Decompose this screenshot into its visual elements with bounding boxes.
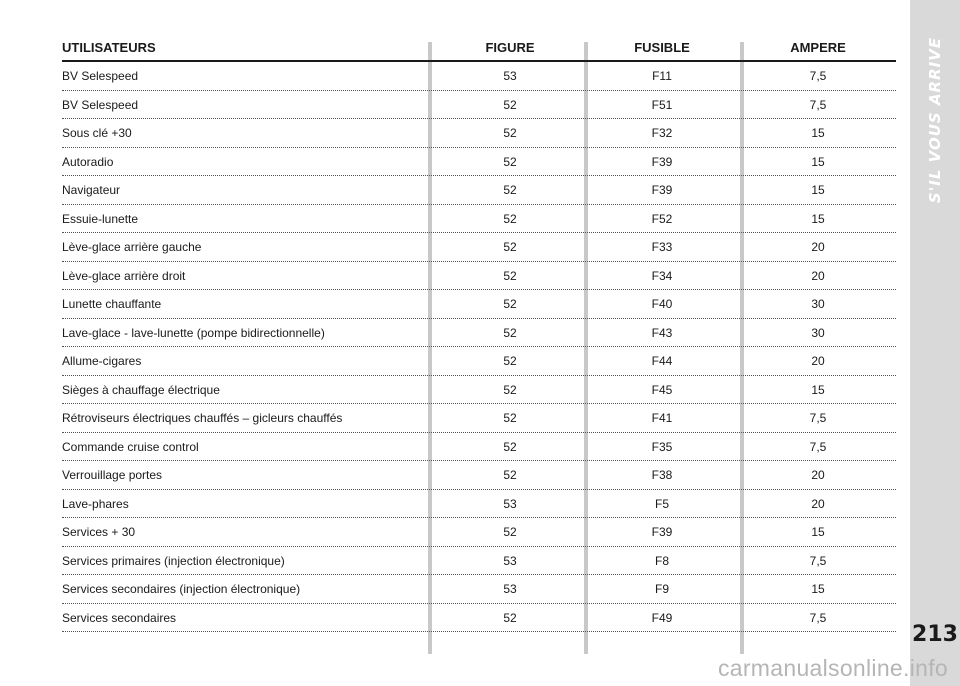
ampere-cell: 7,5 <box>809 439 827 454</box>
fuse-cell: F34 <box>651 268 673 283</box>
user-cell: Sièges à chauffage électrique <box>62 382 220 397</box>
figure-cell: 52 <box>503 97 517 112</box>
ampere-cell: 15 <box>811 126 825 140</box>
user-cell: Rétroviseurs électriques chauffés – gicleurs chauffés <box>62 411 343 425</box>
user-cell: BV Selespeed <box>62 97 139 112</box>
ampere-cell: 7,5 <box>809 97 827 112</box>
ampere-cell: 7,5 <box>809 610 827 625</box>
user-cell: Services primaires (injection électronique) <box>62 553 285 568</box>
figure-cell: 53 <box>503 582 517 596</box>
figure-cell: 52 <box>503 439 517 454</box>
ampere-cell: 20 <box>811 354 825 368</box>
user-cell: Services + 30 <box>62 525 136 539</box>
figure-cell: 52 <box>503 610 517 625</box>
table-row <box>62 119 896 148</box>
figure-cell: 52 <box>503 468 517 482</box>
ampere-cell: 7,5 <box>809 69 827 83</box>
ampere-cell: 7,5 <box>809 411 827 425</box>
header-fuse: FUSIBLE <box>634 40 690 55</box>
fuse-cell: F40 <box>651 297 673 311</box>
user-cell: Lève-glace arrière gauche <box>62 240 202 254</box>
table-row <box>62 62 896 91</box>
table-row <box>62 91 896 120</box>
table-row <box>62 604 896 633</box>
figure-cell: 52 <box>503 240 517 254</box>
figure-cell: 53 <box>503 496 517 511</box>
user-cell: Services secondaires (injection électronique) <box>62 582 301 596</box>
table-row <box>62 433 896 462</box>
fuse-cell: F38 <box>651 468 673 482</box>
figure-cell: 52 <box>503 382 517 397</box>
table-header <box>62 36 896 62</box>
ampere-cell: 20 <box>811 496 825 511</box>
user-cell: Lave-glace - lave-lunette (pompe bidirectionnelle) <box>62 325 325 340</box>
figure-cell: 52 <box>503 268 517 283</box>
ampere-cell: 20 <box>811 240 825 254</box>
fuse-cell: F35 <box>651 439 673 454</box>
table-row <box>62 404 896 433</box>
user-cell: Commande cruise control <box>62 439 199 454</box>
figure-cell: 52 <box>503 525 517 539</box>
fuse-cell: F39 <box>651 525 673 539</box>
fuse-cell: F33 <box>651 240 673 254</box>
table-row <box>62 176 896 205</box>
figure-cell: 52 <box>503 154 517 169</box>
table-row <box>62 490 896 519</box>
table-row <box>62 205 896 234</box>
figure-cell: 53 <box>503 553 517 568</box>
user-cell: Verrouillage portes <box>62 468 163 482</box>
table-row <box>62 347 896 376</box>
user-cell: Lève-glace arrière droit <box>62 268 186 283</box>
page-number: 213 <box>912 622 958 647</box>
figure-cell: 52 <box>503 183 517 197</box>
figure-cell: 53 <box>503 69 517 83</box>
watermark: carmanualsonline.info <box>717 655 948 681</box>
user-cell: Essuie-lunette <box>62 211 139 226</box>
fuse-cell: F5 <box>654 496 669 511</box>
user-cell: Navigateur <box>62 183 121 197</box>
figure-cell: 52 <box>503 297 517 311</box>
user-cell: Lave-phares <box>62 496 129 511</box>
user-cell: Autoradio <box>62 154 114 169</box>
table-row <box>62 461 896 490</box>
header-users: UTILISATEURS <box>62 40 156 55</box>
figure-cell: 52 <box>503 211 517 226</box>
table-row <box>62 575 896 604</box>
fuse-cell: F9 <box>654 582 669 596</box>
ampere-cell: 30 <box>811 325 825 340</box>
fuse-cell: F39 <box>651 154 673 169</box>
fuse-cell: F49 <box>651 610 673 625</box>
fuse-cell: F45 <box>651 382 673 397</box>
user-cell: Services secondaires <box>62 610 177 625</box>
ampere-cell: 7,5 <box>809 553 827 568</box>
ampere-cell: 30 <box>811 297 825 311</box>
user-cell: BV Selespeed <box>62 69 139 83</box>
fuse-cell: F52 <box>651 211 673 226</box>
header-figure: FIGURE <box>485 40 535 55</box>
ampere-cell: 15 <box>811 582 825 596</box>
table-row <box>62 319 896 348</box>
table-row <box>62 547 896 576</box>
fuse-cell: F32 <box>651 126 673 140</box>
ampere-cell: 20 <box>811 468 825 482</box>
table-row <box>62 233 896 262</box>
fuse-cell: F51 <box>651 97 673 112</box>
fuse-cell: F41 <box>651 411 673 425</box>
table-row <box>62 148 896 177</box>
table-row <box>62 518 896 547</box>
fuse-cell: F11 <box>652 69 672 83</box>
table-row <box>62 290 896 319</box>
fuse-cell: F44 <box>651 354 673 368</box>
fuse-cell: F39 <box>651 183 673 197</box>
user-cell: Allume-cigares <box>62 354 142 368</box>
table-row <box>62 262 896 291</box>
user-cell: Sous clé +30 <box>62 126 132 140</box>
ampere-cell: 20 <box>811 268 825 283</box>
section-title-text: S'IL VOUS ARRIVE <box>926 36 944 204</box>
figure-cell: 52 <box>503 411 517 425</box>
ampere-cell: 15 <box>811 382 825 397</box>
header-ampere: AMPERE <box>790 40 846 55</box>
figure-cell: 52 <box>503 126 517 140</box>
table-row <box>62 376 896 405</box>
figure-cell: 52 <box>503 325 517 340</box>
fuse-cell: F43 <box>651 325 673 340</box>
table-body <box>62 62 896 632</box>
section-title <box>910 36 960 204</box>
ampere-cell: 15 <box>811 211 825 226</box>
ampere-cell: 15 <box>811 525 825 539</box>
fuse-cell: F8 <box>654 553 669 568</box>
ampere-cell: 15 <box>811 183 825 197</box>
user-cell: Lunette chauffante <box>62 297 162 311</box>
ampere-cell: 15 <box>811 154 825 169</box>
fuse-table <box>62 36 896 632</box>
figure-cell: 52 <box>503 354 517 368</box>
